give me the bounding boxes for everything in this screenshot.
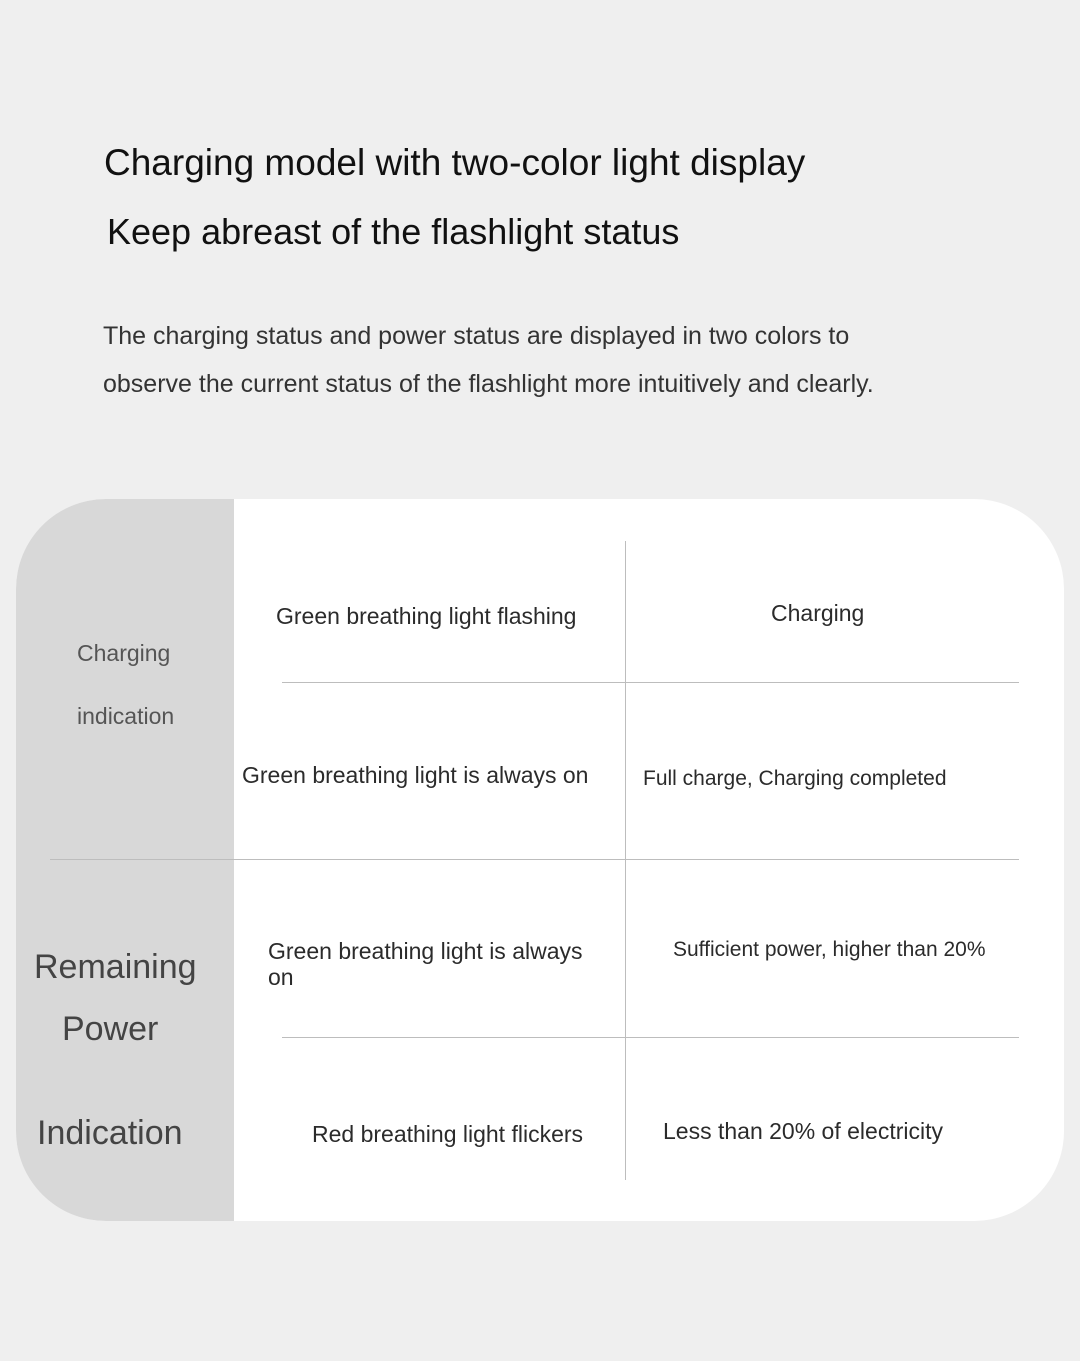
remaining-power-label-line-1: Remaining [34,948,197,986]
power-row-1-light-line-2: on [268,964,294,990]
page-subtitle: Keep abreast of the flashlight status [107,211,680,252]
power-row-2-light: Red breathing light flickers [312,1121,584,1147]
group-divider [50,859,1019,860]
description-line-1: The charging status and power status are displayed in two colors to [103,322,850,350]
description-line-2: observe the current status of the flashlight more intuitively and clearly. [103,370,874,398]
power-row-2-status: Less than 20% of electricity [663,1118,943,1144]
category-column [16,499,234,1221]
charging-indication-label-line-2: indication [77,703,175,729]
row-divider-2 [282,1037,1019,1038]
charging-row-1-light: Green breathing light flashing [276,603,577,629]
charging-row-2-light: Green breathing light is always on [242,762,589,788]
column-divider [625,541,626,1180]
page-title: Charging model with two-color light display [104,142,806,183]
charging-row-2-status: Full charge, Charging completed [643,767,947,790]
remaining-power-label-line-3: Indication [37,1114,183,1152]
remaining-power-label-line-2: Power [62,1010,159,1048]
power-row-1-status: Sufficient power, higher than 20% [673,938,986,961]
row-divider-1 [282,682,1019,683]
power-row-1-light-line-1: Green breathing light is always [268,938,583,964]
charging-row-1-status: Charging [771,600,865,626]
charging-indication-label-line-1: Charging [77,640,171,666]
status-table-card [16,499,1064,1221]
